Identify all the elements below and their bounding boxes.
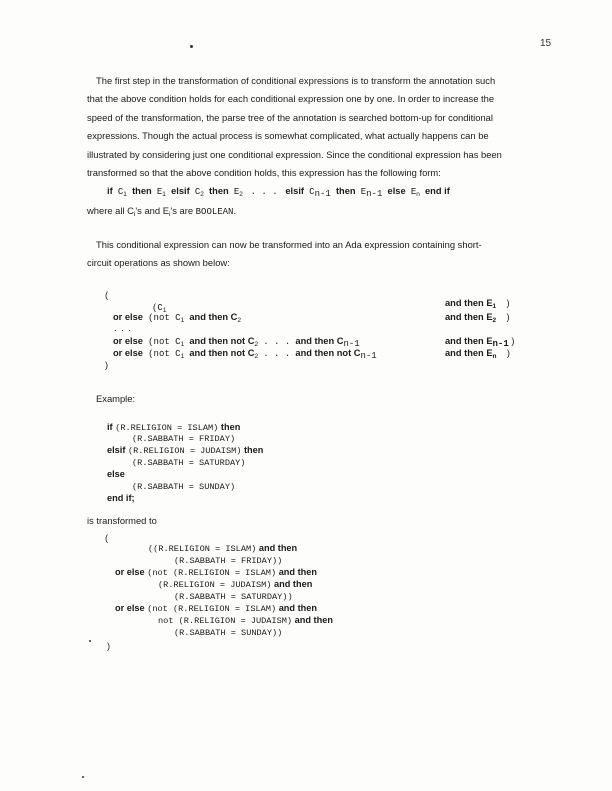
- example-label: Example:: [96, 393, 136, 404]
- page-number: 15: [540, 38, 552, 49]
- ada-row-3: or else (not $C_1$ and then not $C_2$ . . . and then $C_{n-1}$: [113, 336, 360, 349]
- close-paren: ): [105, 360, 109, 370]
- intro-line: illustrated by considering just one conditional expression. Since the conditional expression has been: [87, 149, 502, 160]
- code-line: (R.SABBATH = SATURDAY): [132, 458, 246, 468]
- code-line: elsif (R.RELIGION = JUDAISM) then: [107, 445, 264, 456]
- scan-speck: [190, 45, 193, 48]
- code-line: (R.SABBATH = SUNDAY): [132, 482, 236, 492]
- close-paren: ): [107, 641, 111, 651]
- intro-line: The first step in the transformation of conditional expressions is to transform the annotation such: [96, 75, 496, 86]
- intro-line: expressions. Though the actual process is somewhat complicated, what actually happens can be: [87, 130, 489, 141]
- code-line: (R.SABBATH = FRIDAY): [132, 434, 236, 444]
- ada-row-3-right: and then $E_{n-1}$ ): [445, 336, 515, 349]
- code-line: not (R.RELIGION = JUDAISM) and then: [158, 615, 333, 626]
- code-line: (R.RELIGION = JUDAISM) and then: [158, 579, 313, 590]
- intro-line: transformed so that the above condition holds, this expression has the following form:: [87, 167, 441, 178]
- ada-row-1: ($C_1$: [152, 303, 167, 314]
- paragraph-line: circuit operations as shown below:: [87, 257, 230, 268]
- code-line: end if;: [107, 493, 135, 503]
- scan-speck: [82, 776, 84, 778]
- open-paren: (: [105, 533, 109, 543]
- ada-vertical-dots: . . .: [114, 323, 132, 333]
- code-line: or else (not (R.RELIGION = ISLAM) and then: [115, 603, 317, 614]
- code-line: or else (not (R.RELIGION = ISLAM) and then: [115, 567, 317, 578]
- code-line: else: [107, 469, 125, 479]
- code-line: (R.SABBATH = SUNDAY)): [174, 628, 283, 638]
- general-form: if $C_1$ then $E_1$ elsif $C_2$ then $E_2$ . . . elsif $C_{n-1}$ then $E_{n-1}$ else $E_n$ end if: [107, 186, 450, 199]
- code-line: if (R.RELIGION = ISLAM) then: [107, 422, 241, 433]
- transformed-label: is transformed to: [87, 515, 157, 526]
- paragraph-line: This conditional expression can now be transformed into an Ada expression containing short-: [96, 239, 482, 250]
- intro-line: that the above condition holds for each conditional expression one by one. In order to increase the: [87, 93, 495, 104]
- ada-row-1-right: and then $E_1$ ): [445, 298, 510, 310]
- open-paren: (: [105, 290, 109, 300]
- where-clause: where all $C_i's$ and $E_i's$ are BOOLEAN.: [87, 205, 237, 218]
- code-line: ((R.RELIGION = ISLAM) and then: [148, 543, 298, 554]
- scan-speck: [89, 640, 91, 642]
- ada-row-2: or else (not $C_1$ and then $C_2$: [113, 312, 242, 324]
- intro-line: speed of the transformation, the parse tree of the annotation is searched bottom-up for conditional: [87, 112, 493, 123]
- code-line: (R.SABBATH = SATURDAY)): [174, 592, 293, 602]
- ada-row-2-right: and then $E_2$ ): [445, 312, 510, 324]
- code-line: (R.SABBATH = FRIDAY)): [174, 556, 283, 566]
- ada-row-4: or else (not $C_1$ and then not $C_2$ . . . and then not $C_{n-1}$: [113, 348, 377, 361]
- ada-row-4-right: and then $E_n$ ): [445, 348, 510, 360]
